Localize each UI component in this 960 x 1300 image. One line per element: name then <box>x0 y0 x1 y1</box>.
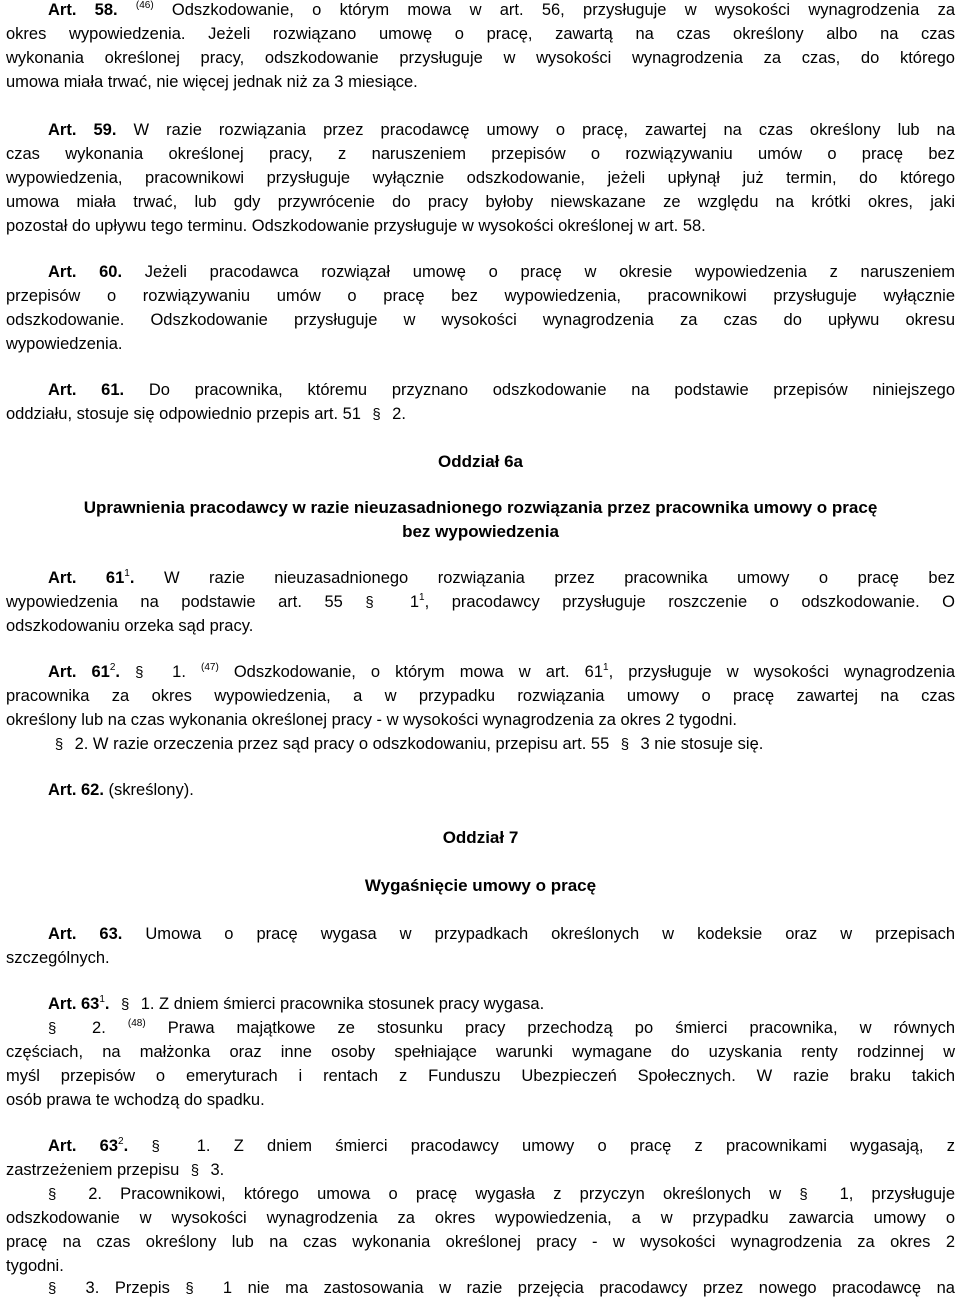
section-sign: § <box>48 1186 57 1203</box>
text-run: Do pracownika, któremu przyznano odszkodowanie na podstawie przepisów niniejszego <box>124 381 955 399</box>
text-line <box>48 1018 955 1039</box>
text-run: Jeżeli pracodawca rozwiązał umowę o pracę w okresie wypowiedzenia z naruszeniem <box>122 263 956 281</box>
article-number: Art. 61. <box>48 381 125 399</box>
section-sign: § <box>190 1162 200 1179</box>
text-run: oddziału, stosuje się odpowiednio przepis art. 51 <box>6 405 366 423</box>
text-run: 1 <box>387 593 420 611</box>
article-number: Art. 63 <box>48 995 100 1013</box>
section-sign: § <box>799 1186 808 1203</box>
superscript: (47) <box>200 662 219 673</box>
text-line <box>6 334 955 354</box>
text-run: 2. W razie orzeczenia przez sąd pracy o odszkodowaniu, przepisu art. 55 <box>70 735 614 753</box>
text-line <box>48 780 955 800</box>
text-run: zastrzeżeniem przepisu <box>6 1161 184 1179</box>
article-number: . <box>104 995 110 1013</box>
text-line <box>6 686 955 706</box>
text-line <box>6 1090 955 1110</box>
superscript: 1 <box>419 592 425 603</box>
superscript: (48) <box>127 1018 146 1029</box>
section-sign: § <box>135 664 144 681</box>
text-line <box>6 1256 955 1276</box>
article-number: Art. 61 <box>48 569 125 587</box>
text-run: 1, przysługuje <box>821 1185 956 1203</box>
text-run: umowa miała trwać, lub gdy przywrócenie do pracy byłoby niewskazane ze względu na krótki okres, jaki <box>6 193 955 211</box>
text-line <box>48 1136 955 1157</box>
text-run: pozostał do upływu tego terminu. Odszkodowanie przysługuje w wysokości określonej w art. 58. <box>6 217 706 235</box>
text-line <box>6 1232 955 1252</box>
text-run: odszkodowaniu orzeka sąd pracy. <box>6 617 254 635</box>
text-line <box>6 144 955 164</box>
text-run: bez wypowiedzenia <box>402 522 559 541</box>
text-run: pracownika za okres wypowiedzenia, a w przypadku rozwiązania umowy o pracę zawartej na czas <box>6 687 955 705</box>
section-sign: § <box>48 1280 57 1297</box>
text-run: wykonania określonej pracy, odszkodowanie przysługuje w wysokości wynagrodzenia za czas, do którego <box>6 49 955 67</box>
text-line <box>48 924 955 944</box>
text-line <box>48 568 955 588</box>
text-run: umowa miała trwać, nie więcej jednak niż za 3 miesiące. <box>6 73 418 91</box>
text-line <box>48 380 955 400</box>
text-run: Oddział 6a <box>437 452 524 471</box>
article-number: Art. 62. <box>48 781 104 799</box>
text-run: osób prawa te wchodzą do spadku. <box>6 1091 265 1109</box>
text-run: czas wykonania określonej pracy, z naruszeniem przepisów o rozwiązywaniu umów o pracę bez <box>6 145 955 163</box>
text-run: odszkodowanie. Odszkodowanie przysługuje w wysokości wynagrodzenia za czas do upływu okresu <box>6 311 955 329</box>
section-heading <box>6 876 955 896</box>
text-run: 2. <box>70 1019 128 1037</box>
superscript: 2 <box>109 662 116 673</box>
text-line <box>48 734 955 755</box>
superscript: (46) <box>135 0 154 11</box>
text-line <box>6 1066 955 1086</box>
text-run: 1 nie ma zastosowania w razie przejęcia pracodawcy przez nowego pracodawcę na <box>207 1279 955 1297</box>
text-line <box>6 1042 955 1062</box>
text-run: pracę na czas określony lub na czas wykonania określonej pracy - w wysokości wynagrodzenia za okres 2 <box>6 1233 955 1251</box>
superscript: 1 <box>124 568 130 579</box>
text-run: Odszkodowanie, o którym mowa w art. 61 <box>218 663 604 681</box>
section-sign: § <box>120 996 130 1013</box>
text-run: (skreślony). <box>103 781 194 799</box>
text-run: wypowiedzenia na podstawie art. 55 <box>6 593 366 611</box>
section-heading <box>6 828 955 848</box>
section-sign: § <box>372 406 381 423</box>
article-number: Art. 60. <box>48 263 123 281</box>
text-run: odszkodowanie w wysokości wynagrodzenia za okres wypowiedzenia, a w przypadku zawarcia umowy o <box>6 1209 955 1227</box>
text-line <box>6 168 955 188</box>
text-run: częściach, na małżonka oraz inne osoby spełniające warunki wymagane do uzyskania renty rodzinnej w <box>6 1043 955 1061</box>
section-sign: § <box>620 736 630 753</box>
superscript: 2 <box>118 1136 124 1147</box>
text-run: przepisów o rozwiązywaniu umów o pracę bez wypowiedzenia, pracownikowi przysługuje wyłącznie <box>6 287 955 305</box>
text-run: 1. Z dniem śmierci pracownika stosunek pracy wygasa. <box>136 995 545 1013</box>
article-number: Art. 63 <box>48 1137 119 1155</box>
text-line <box>6 592 955 613</box>
text-run: myśl przepisów o emeryturach i rentach z Funduszu Ubezpieczeń Społecznych. W razie braku takich <box>6 1067 955 1085</box>
text-run: okres wypowiedzenia. Jeżeli rozwiązano umowę o pracę, zawartą na czas określony albo na czas <box>6 25 955 43</box>
article-number: . <box>129 569 135 587</box>
text-run: W razie nieuzasadnionego rozwiązania przez pracownika umowy o pracę bez <box>134 569 955 587</box>
text-run: Odszkodowanie, o którym mowa w art. 56, przysługuje w wysokości wynagrodzenia za <box>153 1 955 19</box>
text-run <box>120 663 135 681</box>
section-sign: § <box>151 1138 160 1155</box>
text-line <box>48 0 955 20</box>
text-run: 1. <box>157 663 201 681</box>
text-line <box>48 1278 955 1299</box>
superscript: 1 <box>603 662 609 673</box>
text-run: Uprawnienia pracodawcy w razie nieuzasadnionego rozwiązania przez pracownika umowy o pracę <box>83 498 878 517</box>
article-number: . <box>115 663 120 681</box>
text-run: 2. <box>387 405 406 423</box>
text-run: tygodni. <box>6 1257 64 1275</box>
text-run: , pracodawcy przysługuje roszczenie o odszkodowanie. O <box>424 593 956 611</box>
text-line <box>48 1184 955 1205</box>
text-run: wypowiedzenia, pracownikowi przysługuje wyłącznie odszkodowanie, jeżeli upłynął już termin, do którego <box>6 169 955 187</box>
text-run: Oddział 7 <box>442 828 519 847</box>
section-sign: § <box>185 1280 194 1297</box>
text-line <box>6 72 955 92</box>
text-line <box>6 192 955 212</box>
text-run: 2. Pracownikowi, którego umowa o pracę wygasła z przyczyn określonych w <box>70 1185 800 1203</box>
section-heading <box>6 498 955 518</box>
text-line <box>6 1208 955 1228</box>
text-line <box>6 710 955 730</box>
text-run: wypowiedzenia. <box>6 335 123 353</box>
text-line <box>6 216 955 236</box>
text-line <box>6 286 955 306</box>
text-line <box>6 310 955 330</box>
text-line <box>6 1160 955 1181</box>
article-number: Art. 58. <box>48 1 118 19</box>
text-run: 3. <box>205 1161 225 1179</box>
text-run: , przysługuje w wysokości wynagrodzenia <box>608 663 956 681</box>
text-run: Umowa o pracę wygasa w przypadkach określonych w kodeksie oraz w przepisach <box>122 925 955 943</box>
section-sign: § <box>54 736 64 753</box>
text-run <box>118 1 136 19</box>
text-run: Wygaśnięcie umowy o pracę <box>364 876 597 895</box>
text-line <box>6 24 955 44</box>
text-line <box>6 48 955 68</box>
text-line <box>6 948 955 968</box>
article-number: Art. 61 <box>48 663 110 681</box>
section-sign: § <box>48 1020 57 1037</box>
text-run: W razie rozwiązania przez pracodawcę umowy o pracę, zawartej na czas określony lub na <box>116 121 956 139</box>
section-sign: § <box>365 594 374 611</box>
article-number: Art. 63. <box>48 925 123 943</box>
text-run: Prawa majątkowe ze stosunku pracy przechodzą po śmierci pracownika, w równych <box>145 1019 955 1037</box>
text-run: 3 nie stosuje się. <box>635 735 764 753</box>
text-line <box>6 616 955 636</box>
text-line <box>48 120 955 140</box>
text-run: 1. Z dniem śmierci pracodawcy umowy o pracę z pracownikami wygasają, z <box>173 1137 955 1155</box>
section-heading <box>6 452 955 472</box>
text-run: określony lub na czas wykonania określonej pracy - w wysokości wynagrodzenia za okres 2 tygodni. <box>6 711 737 729</box>
section-heading <box>6 522 955 542</box>
text-run <box>128 1137 151 1155</box>
text-run: 3. Przepis <box>70 1279 186 1297</box>
article-number: Art. 59. <box>48 121 117 139</box>
text-line <box>48 262 955 282</box>
superscript: 1 <box>99 994 105 1005</box>
article-number: . <box>123 1137 129 1155</box>
text-line <box>6 404 955 425</box>
text-run: szczególnych. <box>6 949 110 967</box>
text-line <box>48 994 955 1015</box>
text-line <box>48 662 955 683</box>
